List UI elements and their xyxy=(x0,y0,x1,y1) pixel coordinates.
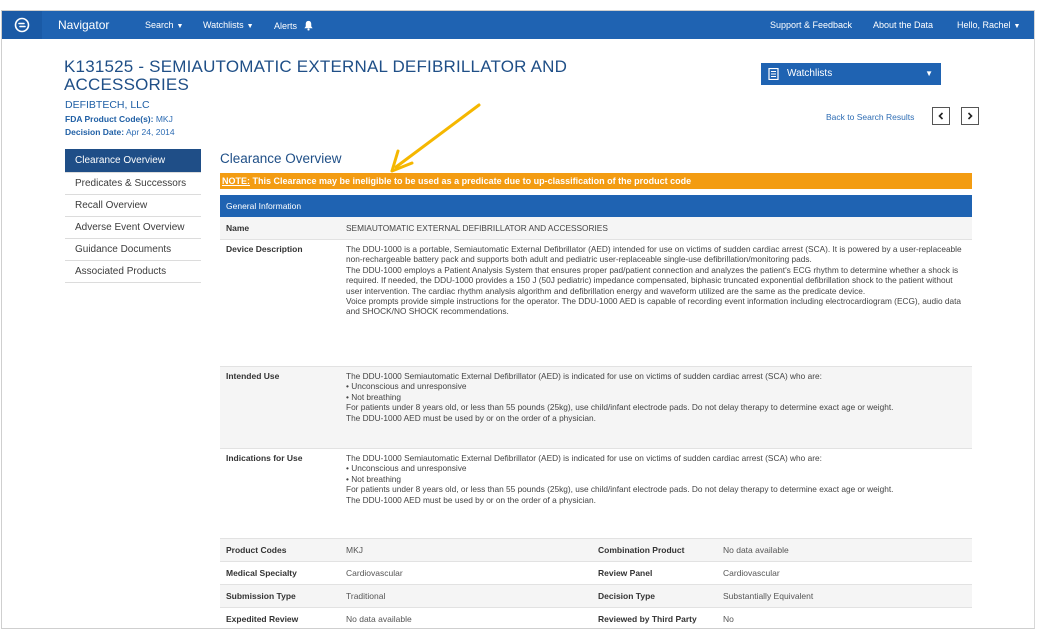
predicate-warning-banner xyxy=(220,173,972,189)
table-row xyxy=(220,449,972,540)
app-logo[interactable] xyxy=(2,11,42,39)
sidebar-item-associated-products[interactable]: Associated Products xyxy=(65,261,201,283)
row-value: SEMIAUTOMATIC EXTERNAL DEFIBRILLATOR AND ACCESSORIES xyxy=(346,223,608,233)
table-row xyxy=(220,585,972,608)
row-key: Indications for Use xyxy=(226,453,303,463)
note-text: This Clearance may be ineligible to be used as a predicate due to up-classification of the product code xyxy=(250,176,692,186)
table-row xyxy=(220,538,972,562)
annotation-arrow-icon xyxy=(382,101,492,181)
nav-user-menu[interactable] xyxy=(957,20,1020,30)
product-code-value[interactable]: MKJ xyxy=(155,114,173,124)
chevron-down-icon: ▼ xyxy=(1013,23,1021,30)
top-nav-bar xyxy=(2,11,1034,39)
general-information-header: General Information xyxy=(220,195,972,217)
nav-alerts[interactable] xyxy=(274,20,314,31)
details-grid xyxy=(220,538,972,629)
row-key: Device Description xyxy=(226,244,303,254)
grid-value: No data available xyxy=(723,545,789,555)
bell-icon xyxy=(303,20,314,31)
sidebar-item-recall-overview[interactable]: Recall Overview xyxy=(65,195,201,217)
table-row xyxy=(220,562,972,585)
product-code-label: FDA Product Code(s): xyxy=(65,114,154,124)
section-title: Clearance Overview xyxy=(220,151,342,166)
logo-icon xyxy=(14,17,30,33)
decision-date-label: Decision Date: xyxy=(65,127,125,137)
grid-value: No xyxy=(723,614,734,624)
decision-date-line xyxy=(65,127,175,137)
next-result-button[interactable] xyxy=(961,107,979,125)
app-frame xyxy=(1,10,1035,629)
decision-date-value: Apr 24, 2014 xyxy=(125,127,175,137)
table-row xyxy=(220,367,972,449)
table-row xyxy=(220,240,972,367)
company-name: DEFIBTECH, LLC xyxy=(65,99,150,111)
watchlists-dropdown-button[interactable] xyxy=(761,63,941,85)
product-code-line xyxy=(65,114,173,124)
page-title: K131525 - SEMIAUTOMATIC EXTERNAL DEFIBRILLATOR AND ACCESSORIES xyxy=(64,57,568,94)
table-row xyxy=(220,217,972,240)
nav-support[interactable]: Support & Feedback xyxy=(770,20,853,30)
nav-watchlists[interactable] xyxy=(203,20,254,30)
sidebar-item-guidance-documents[interactable]: Guidance Documents xyxy=(65,239,201,261)
chevron-down-icon: ▼ xyxy=(176,23,184,30)
grid-value: Traditional xyxy=(346,591,386,601)
sidebar-nav xyxy=(65,149,201,283)
grid-key: Reviewed by Third Party xyxy=(598,614,697,624)
note-label: NOTE: xyxy=(222,176,250,186)
row-value: The DDU-1000 Semiautomatic External Defibrillator (AED) is indicated for use on victims of sudden cardiac arrest (SCA) who are: • Unconscious and unresponsive • Not breathing For patients under 8 years old, or less than 55 pounds (25kg), use child/infant electrode pads. Do not delay therapy to determine exact age or weight. The DDU-1000 AED must be used by or on the order of a physician. xyxy=(346,453,894,505)
general-information-table xyxy=(220,217,972,540)
back-to-search-link[interactable]: Back to Search Results xyxy=(826,112,915,122)
chevron-down-icon: ▼ xyxy=(925,69,933,78)
grid-value: No data available xyxy=(346,614,412,624)
document-icon xyxy=(768,68,779,80)
grid-value: Cardiovascular xyxy=(346,568,403,578)
nav-alerts-label: Alerts xyxy=(274,21,298,31)
grid-key: Medical Specialty xyxy=(226,568,297,578)
nav-search[interactable] xyxy=(145,20,183,30)
grid-key: Submission Type xyxy=(226,591,296,601)
grid-key: Product Codes xyxy=(226,545,287,555)
row-value: The DDU-1000 Semiautomatic External Defibrillator (AED) is indicated for use on victims of sudden cardiac arrest (SCA) who are: • Unconscious and unresponsive • Not breathing For patients under 8 years old, or less than 55 pounds (25kg), use child/infant electrode pads. Do not delay therapy to determine exact age or weight. The DDU-1000 AED must be used by or on the order of a physician. xyxy=(346,371,894,423)
row-key: Name xyxy=(226,223,250,233)
grid-key: Expedited Review xyxy=(226,614,299,624)
chevron-right-icon xyxy=(966,112,974,120)
grid-key: Review Panel xyxy=(598,568,653,578)
chevron-down-icon: ▼ xyxy=(246,23,254,30)
grid-value: Substantially Equivalent xyxy=(723,591,814,601)
user-greeting: Hello, Rachel xyxy=(957,20,1011,30)
grid-key: Decision Type xyxy=(598,591,655,601)
previous-result-button[interactable] xyxy=(932,107,950,125)
chevron-left-icon xyxy=(937,112,945,120)
grid-value: Cardiovascular xyxy=(723,568,780,578)
nav-search-label: Search xyxy=(145,20,174,30)
nav-about[interactable]: About the Data xyxy=(873,20,934,30)
row-key: Intended Use xyxy=(226,371,280,381)
sidebar-item-adverse-event-overview[interactable]: Adverse Event Overview xyxy=(65,217,201,239)
nav-watchlists-label: Watchlists xyxy=(203,20,244,30)
watchlists-button-label: Watchlists xyxy=(787,68,833,79)
sidebar-item-clearance-overview[interactable]: Clearance Overview xyxy=(65,149,201,173)
grid-key: Combination Product xyxy=(598,545,685,555)
sidebar-item-predicates-successors[interactable]: Predicates & Successors xyxy=(65,173,201,195)
grid-value: MKJ xyxy=(346,545,363,555)
table-row xyxy=(220,608,972,629)
row-value: The DDU-1000 is a portable, Semiautomatic External Defibrillator (AED) intended for use on victims of sudden cardiac arrest (SCA). It is powered by a user-replaceable non-rechargeable battery pack and supports both adult and pediatric user-replaceable single-use defibrillation/monitoring pads. The DDU-1000 employs a Patient Analysis System that ensures proper pad/patient connection and analyzes the patient's ECG rhythm to determine whether a shock is required. If needed, the DDU-1000 provides a 150 J (50J pediatric) impedance compensated, biphasic truncated exponential defibrillation shock to the patient without user intervention. The cardiac rhythm analysis algorithm and defibrillation energy and waveform utilized are the same as the predicate device. Voice prompts provide simple instructions for the operator. The DDU-1000 AED is capable of recording event information including electrocardiogram (ECG), audio data and SHOCK/NO SHOCK recommendations. xyxy=(346,244,962,317)
brand-name[interactable]: Navigator xyxy=(58,18,110,32)
